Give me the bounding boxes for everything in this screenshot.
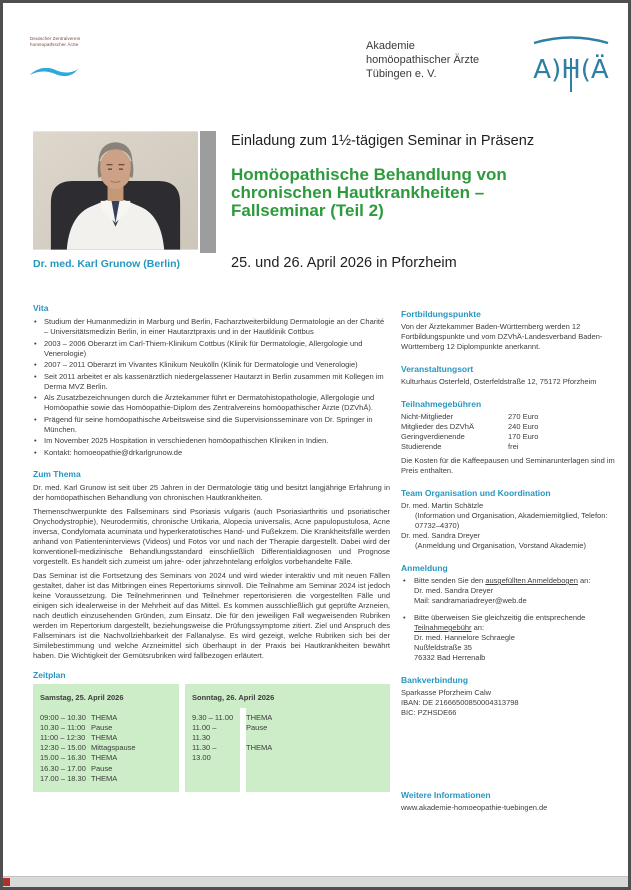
section-heading-zum-thema: Zum Thema xyxy=(33,468,81,479)
speaker-caption: Dr. med. Karl Grunow (Berlin) xyxy=(33,258,181,270)
section-gebuehren xyxy=(401,399,621,476)
section-bank xyxy=(401,675,621,718)
vita-item: • Im November 2025 Hospitation in verschiedenen homöopathischen Kliniken in Indien. xyxy=(33,436,390,446)
veranstaltungsort-text: Kulturhaus Osterfeld, Osterfeldstraße 12, 75172 Pforzheim xyxy=(401,377,597,386)
anmeldung-bullet xyxy=(401,613,621,663)
section-heading-bank: Bankverbindung xyxy=(401,675,469,685)
academy-name-line1: Akademie xyxy=(366,40,415,52)
fee-value: 270 Euro xyxy=(508,412,539,421)
team-member xyxy=(401,531,621,551)
horizontal-scrollbar[interactable] xyxy=(3,876,628,887)
anmeldung-underlined: Teilnahmegebühr xyxy=(414,623,472,632)
schedule-row xyxy=(185,743,390,763)
section-heading-veranstaltungsort: Veranstaltungsort xyxy=(401,364,474,374)
schedule-row xyxy=(33,723,179,733)
schedule-label: THEMA xyxy=(246,743,273,753)
vita-item: • Kontakt: homoeopathie@drkarlgrunow.de xyxy=(33,448,390,458)
dzvha-logo-text xyxy=(30,36,120,48)
schedule-label: Pause xyxy=(91,722,113,732)
fee-value: 170 Euro xyxy=(508,432,539,441)
invitation-kicker: Einladung zum 1½-tägigen Seminar in Präsenz xyxy=(231,133,535,149)
team-member-role: (Information und Organisation, Akademiemitglied, Telefon: 07732–4370) xyxy=(415,511,608,530)
aha-logo-icon xyxy=(530,30,612,103)
team-member xyxy=(401,501,621,531)
schedule-row xyxy=(33,743,179,753)
section-heading-vita: Vita xyxy=(33,303,49,313)
section-zum-thema xyxy=(33,469,390,661)
anmeldung-text: an: xyxy=(471,623,485,632)
schedule-time: 16.30 – 17.00 xyxy=(40,763,86,773)
schedule-label: THEMA xyxy=(91,712,118,722)
schedule-time: 09:00 – 10.30 xyxy=(40,712,86,722)
schedule-time: 11.30 – 13.00 xyxy=(192,743,217,763)
anmeldung-line: Dr. med. Sandra Dreyer xyxy=(414,586,494,595)
schedule-sunday-header: Sonntag, 26. April 2026 xyxy=(192,692,275,702)
schedule-row xyxy=(33,764,179,774)
thema-paragraph: Dr. med. Karl Grunow ist seit über 25 Jahren in der Dermatologie tätig und besitzt langjährige Erfahrung in der homöopathischen Behandlung von chronischen Hautkrankheiten. xyxy=(33,482,390,502)
schedule-label: THEMA xyxy=(246,712,273,722)
anmeldung-text: an: xyxy=(577,576,591,585)
fee-row xyxy=(401,442,621,452)
schedule-label: Pause xyxy=(91,763,113,773)
schedule-row xyxy=(185,723,390,743)
academy-name xyxy=(366,39,479,81)
dzvha-logo xyxy=(30,36,120,80)
fee-value: frei xyxy=(508,442,519,451)
dzvha-logo-line1: Deutscher Zentralverein xyxy=(30,36,81,41)
vita-item: • 2007 – 2011 Oberarzt im Vivantes Klinikum Neukölln (Klinik für Dermatologie und Venerologie) xyxy=(33,360,390,370)
section-heading-zeitplan: Zeitplan xyxy=(33,669,66,680)
schedule-time: 11:00 – 12:30 xyxy=(40,732,86,742)
section-team xyxy=(401,488,621,551)
section-zeitplan xyxy=(33,670,390,792)
schedule-label: THEMA xyxy=(91,732,118,742)
section-anmeldung xyxy=(401,563,621,663)
vita-item: • Prägend für seine homöopathische Arbeitsweise sind die Supervisionsseminare von Dr. Springer in München. xyxy=(33,415,390,435)
section-heading-anmeldung: Anmeldung xyxy=(401,563,448,573)
fee-label: Mitglieder des DZVhÄ xyxy=(401,422,474,431)
schedule-row xyxy=(185,713,390,723)
section-fortbildungspunkte xyxy=(401,309,621,352)
vita-list xyxy=(33,317,390,458)
team-member-name: Dr. med. Martin Schätzle xyxy=(401,501,484,510)
team-member-name: Dr. med. Sandra Dreyer xyxy=(401,531,481,540)
schedule-row xyxy=(33,774,179,784)
section-veranstaltungsort xyxy=(401,364,621,387)
anmeldung-line: Nußfeldstraße 35 xyxy=(414,643,472,652)
schedule-label: THEMA xyxy=(91,753,118,763)
fee-label: Nicht-Mitglieder xyxy=(401,412,454,421)
schedule-saturday xyxy=(33,684,179,792)
section-weitere-informationen xyxy=(401,790,621,813)
section-heading-team: Team Organisation und Koordination xyxy=(401,488,551,498)
anmeldung-text: Bitte überweisen Sie gleichzeitig die entsprechende xyxy=(414,613,586,622)
bank-line: IBAN: DE 21666500850004313798 xyxy=(401,698,519,707)
divider-bar xyxy=(200,131,216,253)
website-link: www.akademie-homoeopathie-tuebingen.de xyxy=(401,803,548,812)
schedule-label: Pause xyxy=(246,722,268,732)
vita-item: • Als Zusatzbezeichnungen durch die Ärztekammer führt er Dermatohistopathologie, Allergologie und Homöopathie sowie das Homöopathie-Diplom des Zentralvereins homöopathischer Ärzte (DZVhÄ). xyxy=(33,393,390,413)
speaker-photo xyxy=(33,131,198,250)
thema-paragraph: Das Seminar ist die Fortsetzung des Seminars von 2024 und wird wieder interaktiv und mit neuen Fällen gestaltet, daher ist das Mitbringen eines Repertoriums sinnvoll. Die Teilnahme am Seminar 2024 ist jedoch keine Voraussetzung. Die Teilnehmerinnen und Teilnehmer repertorisieren die vorgestellten Fälle und einigen sich idealerweise in der Mehrheit auf das Mittel. Es kommen ausschließlich gut geprüfte Arzneien, nach deutlich einzusehenden Gründen, zum Einsatz. Die für den jeweiligen Fall wegweisenden Rubriken werden im Repertorium dargestellt, beziehungsweise die Prüfungssymptome zitiert. Ziel und Anspruch des Fallseminars ist die Nachvollziehbarkeit der Fallanalyse. Es wird gezeigt, welche Rubriken sich bei der Similebestimmung und welche Arzneimittel sich überhaupt in der Praxis bei Hautkrankheiten bewährt haben. Die Wichtigkeit der Gemütsrubriken wird fallbezogen erläutert. xyxy=(33,570,390,660)
schedule-label: THEMA xyxy=(91,773,118,783)
scrollbar-corner xyxy=(3,878,10,886)
fee-row xyxy=(401,432,621,442)
fee-value: 240 Euro xyxy=(508,422,539,431)
academy-name-line2: homöopathischer Ärzte xyxy=(366,54,480,66)
fee-row xyxy=(401,422,621,432)
vita-item: • Studium der Humanmedizin in Marburg und Berlin, Facharztweiterbildung Dermatologie an der Charité – Universitätsmedizin Berlin, in einer Hautarztpraxis und in der Hautklinik Cottbus xyxy=(33,317,390,337)
schedule-table xyxy=(33,684,390,792)
schedule-time: 9.30 – 11.00 xyxy=(192,712,234,722)
dzvha-logo-line2: homöopathischer Ärzte xyxy=(30,42,79,47)
thema-paragraph: Themenschwerpunkte des Fallseminars sind Psoriasis vulgaris (auch Psoriasiarthritis und psoriatischer Onychodystrophie), Neurodermitis, chronische Urtikaria, Alopecia universalis, Acne papulopustulosa, Acne inversa, Condylomata acuminata und hyperkeratotisches Hand- und Fußekzem. Die Krankheitsfälle werden anhand von Patienteninterviews (Videos) und Fotos vor und nach der Therapie dargestellt. Dabei wird der konventionell-medizinische Behandlungsstandard einschließlich Differentialdiagnosen und Prognose vorgestellt. Es handelt sich zumeist um jahre- oder jahrzehntelang erfolglos vorbehandelte Fälle. xyxy=(33,506,390,566)
anmeldung-line: 76332 Bad Herrenalb xyxy=(414,653,486,662)
right-column xyxy=(401,309,621,825)
section-heading-fortbildungspunkte: Fortbildungspunkte xyxy=(401,309,481,319)
schedule-time: 17.00 – 18.30 xyxy=(40,773,86,783)
schedule-row xyxy=(33,713,179,723)
fee-row xyxy=(401,412,621,422)
anmeldung-underlined: ausgefüllten Anmeldebogen xyxy=(485,576,578,585)
schedule-row xyxy=(33,753,179,763)
schedule-sunday xyxy=(185,684,390,792)
fee-label: Studierende xyxy=(401,442,442,451)
seminar-title: Homöopathische Behandlung von chronischen Hautkrankheiten – Fallseminar (Teil 2) xyxy=(231,165,507,220)
fortbildungspunkte-text: Von der Ärztekammer Baden-Württemberg werden 12 Fortbildungspunkte und vom DZVhÄ-Landesverband Baden-Württemberg 12 Diplompunkte anerkannt. xyxy=(401,322,603,351)
schedule-time: 15.00 – 16.30 xyxy=(40,753,86,763)
anmeldung-line: Mail: sandramariadreyer@web.de xyxy=(414,596,527,605)
anmeldung-line: Dr. med. Hannelore Schraegle xyxy=(414,633,515,642)
schedule-label: Mittagspause xyxy=(91,743,136,753)
fee-label: Geringverdienende xyxy=(401,432,465,441)
team-member-role: (Anmeldung und Organisation, Vorstand Akademie) xyxy=(415,541,586,550)
vita-item: • 2003 – 2006 Oberarzt im Carl-Thiem-Klinikum Cottbus (Klinik für Dermatologie, Allergologie und Venerologie) xyxy=(33,339,390,359)
schedule-time: 12:30 – 15.00 xyxy=(40,743,86,753)
section-heading-weitere: Weitere Informationen xyxy=(401,790,491,800)
anmeldung-bullet xyxy=(401,576,621,606)
aha-logo-glyphs: A)H(Ä xyxy=(533,55,609,85)
date-location: 25. und 26. April 2026 in Pforzheim xyxy=(231,255,457,271)
schedule-column-divider xyxy=(240,708,246,792)
fee-note: Die Kosten für die Kaffeepausen und Seminarunterlagen sind im Preis enthalten. xyxy=(401,456,615,475)
schedule-saturday-header: Samstag, 25. April 2026 xyxy=(40,692,124,702)
bank-line: Sparkasse Pforzheim Calw xyxy=(401,688,492,697)
vita-item: • Seit 2011 arbeitet er als kassenärztlich niedergelassener Hautarzt in Berlin zusammen mit Kollegen im Derma MVZ Berlin. xyxy=(33,372,390,392)
anmeldung-text: Bitte senden Sie den xyxy=(414,576,486,585)
section-heading-gebuehren: Teilnahmegebühren xyxy=(401,399,482,409)
schedule-time: 10.30 – 11:00 xyxy=(40,722,86,732)
schedule-row xyxy=(33,733,179,743)
bank-line: BIC: PZHSDE66 xyxy=(401,708,457,717)
academy-name-line3: Tübingen e. V. xyxy=(366,68,437,80)
left-column xyxy=(33,303,390,792)
schedule-time: 11.00 – 11.30 xyxy=(192,722,217,742)
wave-icon xyxy=(30,64,78,80)
